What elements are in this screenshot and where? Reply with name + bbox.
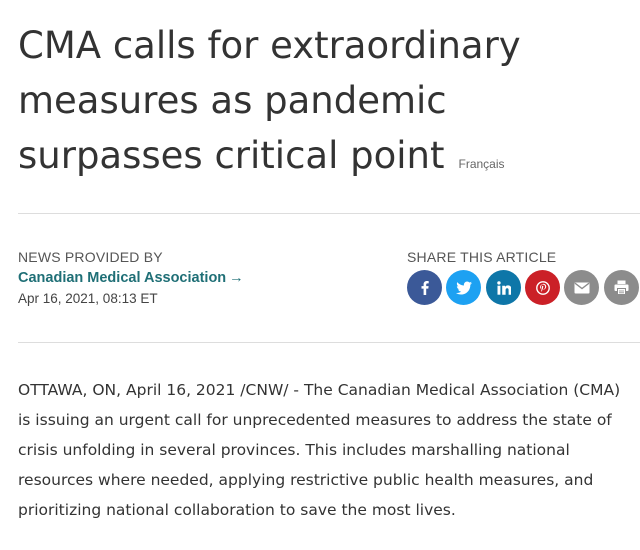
headline-section	[18, 18, 628, 192]
language-link-french[interactable]: Français	[458, 157, 505, 171]
twitter-icon	[456, 281, 472, 295]
organization-name: Canadian Medical Association	[18, 270, 227, 286]
article-headline	[18, 18, 628, 192]
email-icon	[574, 282, 590, 294]
share-buttons	[407, 270, 640, 306]
share-email-button[interactable]	[564, 270, 599, 305]
share-linkedin-button[interactable]	[486, 270, 521, 305]
share-label: SHARE THIS ARTICLE	[407, 249, 557, 265]
print-icon	[614, 280, 629, 295]
divider-bottom	[18, 342, 640, 343]
article-body-paragraph: OTTAWA, ON, April 16, 2021 /CNW/ - The Canadian Medical Association (CMA) is issuing an urgent call for unprecedented measures to address the state of crisis unfolding in several provinces. This includes marshalling national resources where needed, applying restrictive public health measures, and prioritizing national collaboration to save the most lives.	[18, 381, 621, 519]
pinterest-icon	[536, 281, 550, 295]
facebook-icon	[418, 281, 432, 295]
divider-top	[18, 213, 640, 214]
share-section	[407, 249, 640, 265]
linkedin-icon	[497, 281, 511, 295]
headline-text: CMA calls for extraordinary measures as pandemic surpasses critical point	[18, 24, 521, 177]
organization-link[interactable]	[18, 269, 318, 287]
share-facebook-button[interactable]	[407, 270, 442, 305]
share-print-button[interactable]	[604, 270, 639, 305]
share-pinterest-button[interactable]	[525, 270, 560, 305]
news-provided-by	[18, 249, 318, 307]
provided-by-label: NEWS PROVIDED BY	[18, 249, 163, 265]
arrow-right-icon: →	[229, 270, 244, 286]
share-twitter-button[interactable]	[446, 270, 481, 305]
publish-date: Apr 16, 2021, 08:13 ET	[18, 291, 158, 306]
